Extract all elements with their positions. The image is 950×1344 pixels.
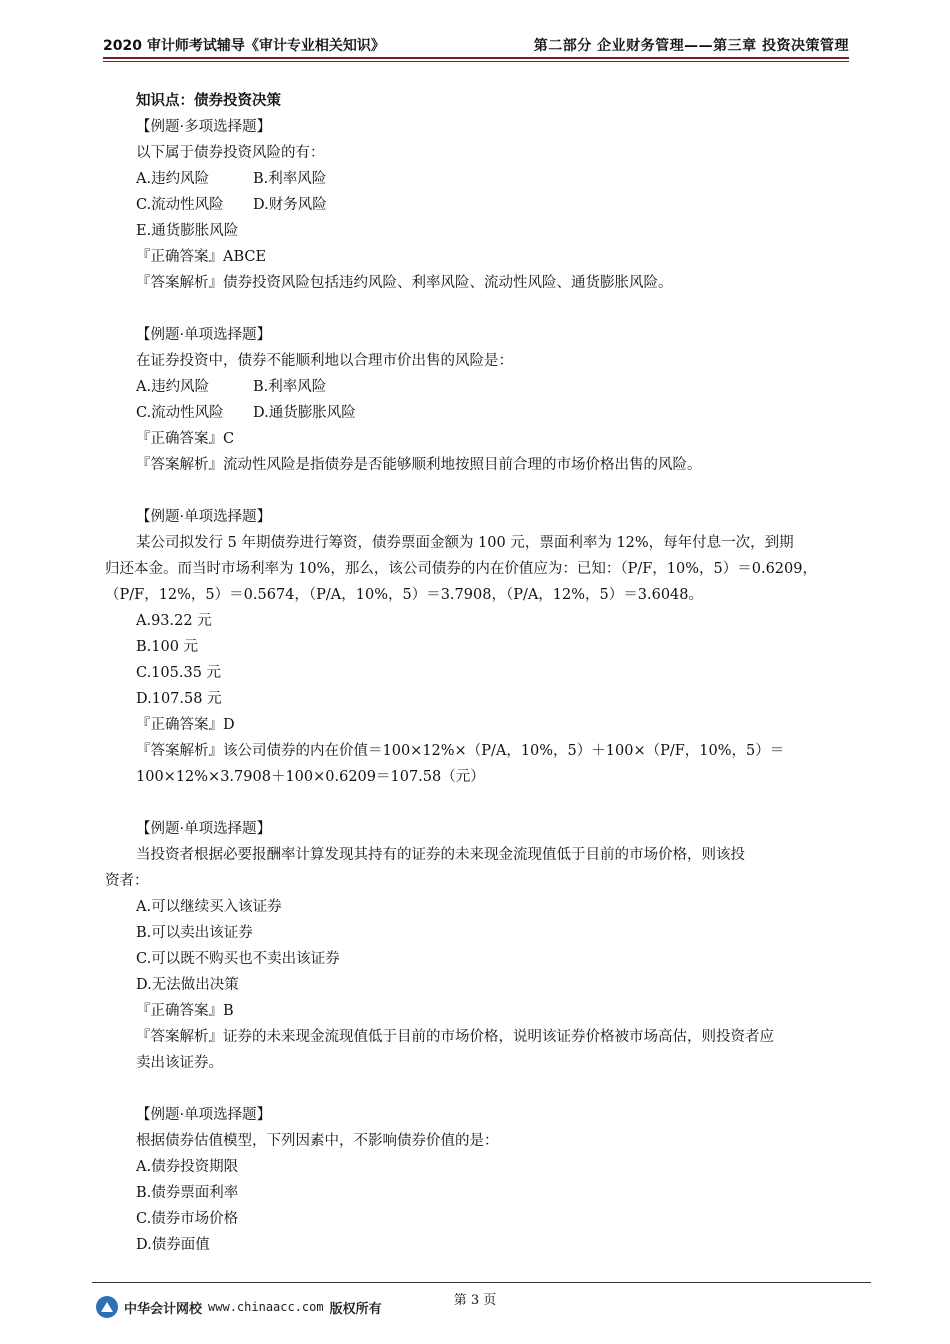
answer-analysis: 『答案解析』债券投资风险包括违约风险、利率风险、流动性风险、通货膨胀风险。 [136,275,673,291]
answer-analysis-line-1: 『答案解析』证券的未来现金流现值低于目前的市场价格，说明该证券价格被市场高估，则投资者应 [136,1029,774,1045]
question-tag: 【例题·单项选择题】 [136,821,272,837]
header-divider [103,57,849,59]
option-a: A.可以继续买入该证券 [136,899,282,915]
option-d: D.无法做出决策 [136,977,239,993]
option-a: A.债券投资期限 [136,1159,239,1175]
option-b: B.可以卖出该证券 [136,925,253,941]
question-tag: 【例题·单项选择题】 [136,1107,272,1123]
option-c: C.债券市场价格 [136,1211,239,1227]
correct-answer: 『正确答案』B [136,1003,234,1019]
question-tag: 【例题·多项选择题】 [136,119,272,135]
option-d: D.债券面值 [136,1237,210,1253]
option-c: C.105.35 元 [136,665,222,681]
option-d: D.通货膨胀风险 [253,405,356,421]
section-title: 知识点：债券投资决策 [136,93,281,109]
answer-analysis-line-2: 卖出该证券。 [136,1055,223,1071]
header-chapter-title: 第二部分 企业财务管理——第三章 投资决策管理 [533,38,849,54]
option-c: C.可以既不购买也不卖出该证券 [136,951,340,967]
header-course-title: 2020 审计师考试辅导《审计专业相关知识》 [103,38,385,54]
option-row [105,400,850,426]
brand-url[interactable]: www.chinaacc.com [208,1300,324,1314]
spacer [105,790,850,816]
question-stem-line-2: 资者： [105,873,149,889]
brand-name: 中华会计网校 [124,1301,203,1317]
correct-answer: 『正确答案』ABCE [136,249,267,265]
question-stem: 以下属于债券投资风险的有： [136,145,325,161]
answer-analysis: 『答案解析』流动性风险是指债券是否能够顺利地按照目前合理的市场价格出售的风险。 [136,457,702,473]
correct-answer: 『正确答案』D [136,717,235,733]
footer-brand [96,1296,382,1318]
question-1 [105,114,850,296]
correct-answer: 『正确答案』C [136,431,235,447]
question-2 [105,322,850,478]
question-tag: 【例题·单项选择题】 [136,509,272,525]
header-divider-thin [103,61,849,62]
spacer [105,1076,850,1102]
question-tag: 【例题·单项选择题】 [136,327,272,343]
question-stem-line-3: （P/F，12%，5）＝0.5674，（P/A，10%，5）＝3.7908，（P/A，12%，5）＝3.6048。 [105,587,703,603]
option-b: B.债券票面利率 [136,1185,239,1201]
question-stem-line-1: 某公司拟发行 5 年期债券进行筹资，债券票面金额为 100 元，票面利率为 12%，每年付息一次，到期 [136,535,794,551]
option-b: B.100 元 [136,639,199,655]
question-stem-line-2: 归还本金。而当时市场利率为 10%，那么，该公司债券的内在价值应为：已知：（P/F，10%，5）＝0.6209， [105,561,817,577]
spacer [105,478,850,504]
option-c: C.流动性风险 [136,405,224,421]
question-stem: 根据债券估值模型，下列因素中，不影响债券价值的是： [136,1133,499,1149]
footer-divider [92,1282,871,1283]
brand-logo-icon [96,1296,118,1318]
document-body [105,88,850,1258]
question-4 [105,816,850,1076]
option-d: D.财务风险 [253,197,327,213]
question-stem: 在证券投资中，债券不能顺利地以合理市价出售的风险是： [136,353,513,369]
option-a: A.93.22 元 [136,613,212,629]
option-row [105,374,850,400]
option-row [105,166,850,192]
answer-analysis-line-2: 100×12%×3.7908＋100×0.6209＝107.58（元） [136,769,485,785]
option-c: C.流动性风险 [136,197,224,213]
copyright-text: 版权所有 [329,1301,382,1317]
option-e: E.通货膨胀风险 [136,223,239,239]
option-b: B.利率风险 [253,171,327,187]
option-a: A.违约风险 [136,379,210,395]
page-header [103,26,849,56]
question-5 [105,1102,850,1258]
page-number: 第 3 页 [453,1293,497,1308]
question-stem-line-1: 当投资者根据必要报酬率计算发现其持有的证券的未来现金流现值低于目前的市场价格，则该投 [136,847,745,863]
option-d: D.107.58 元 [136,691,222,707]
spacer [105,296,850,322]
option-a: A.违约风险 [136,171,210,187]
answer-analysis-line-1: 『答案解析』该公司债券的内在价值＝100×12%×（P/A，10%，5）＋100×（P/F，10%，5）＝ [136,743,785,759]
question-3 [105,504,850,790]
option-b: B.利率风险 [253,379,327,395]
option-row [105,192,850,218]
